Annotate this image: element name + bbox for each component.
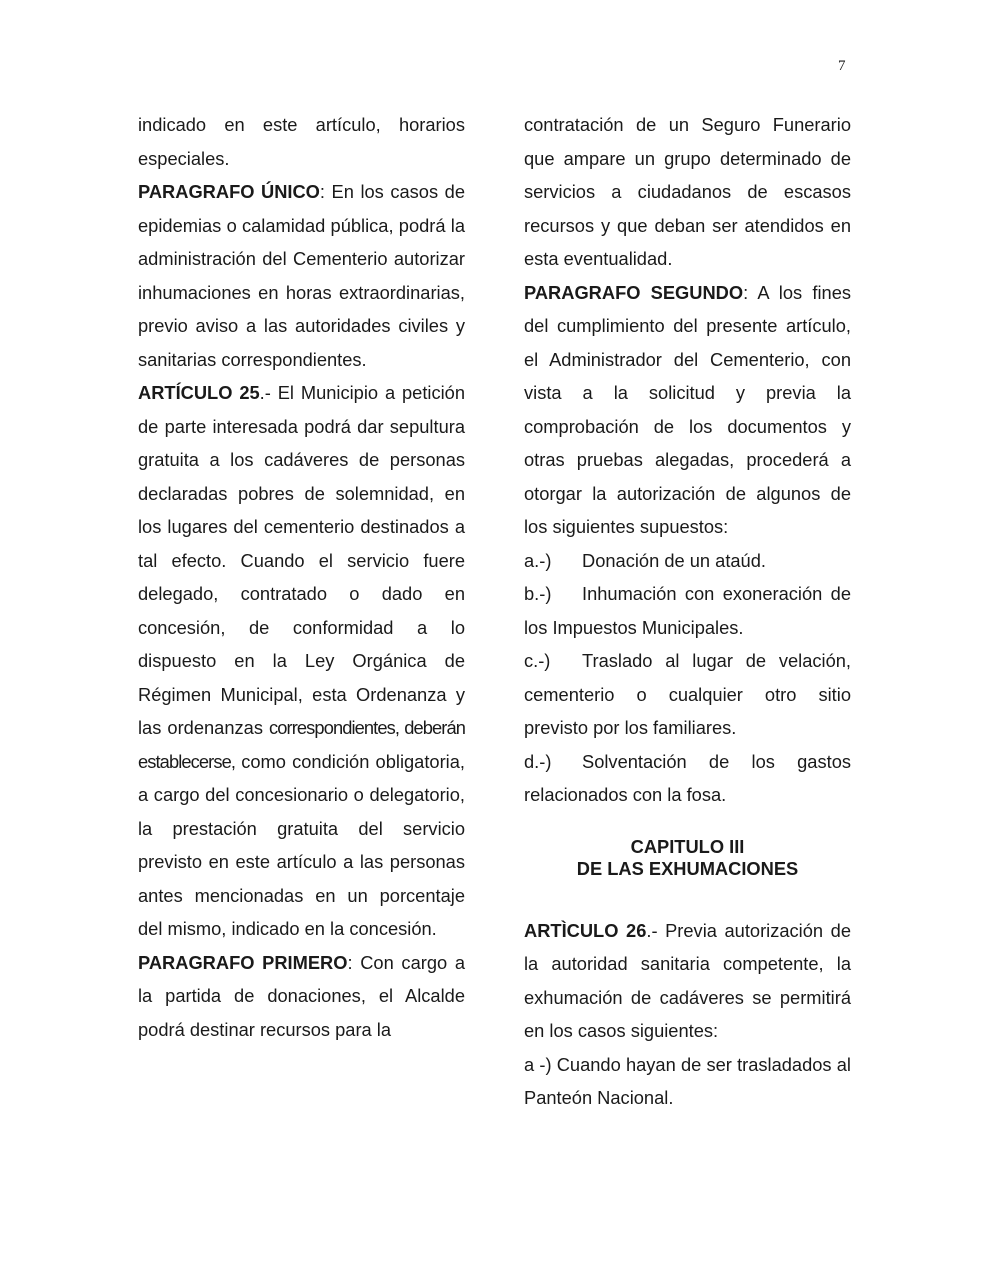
list-marker: b.-): [524, 583, 552, 604]
chapter-title: DE LAS EXHUMACIONES: [576, 857, 799, 879]
list-marker: c.-): [524, 650, 551, 671]
paragraph-text: contratación de un Seguro Funerario que ampare un grupo determinado de servicios a ciudadanos de escasos recursos y que deban ser atendidos en esta eventualidad.: [524, 114, 851, 269]
paragraph: [138, 108, 465, 175]
list-item-text: Solventación de los gastos relacionados con la fosa.: [524, 750, 851, 805]
paragraph-text: como condición obligatoria, a cargo del concesionario o delegatorio, la prestación gratuita del servicio previsto en este artículo a las personas antes mencionadas en un porcentaje del mismo, indicado en la concesión.: [138, 750, 465, 939]
chapter-number: CAPITULO III: [630, 835, 745, 857]
section-label: ARTÍCULO 25: [138, 382, 260, 403]
chapter-heading: [524, 836, 851, 880]
section-label: PARAGRAFO PRIMERO: [138, 951, 348, 973]
list-item: [524, 544, 851, 578]
paragrafo-segundo: [524, 276, 851, 544]
paragraph-text: .- Previa autorización de la autoridad sanitaria competente, la exhumación de cadáveres se permitirá en los casos siguientes:: [524, 919, 851, 1041]
paragraph-text: : Con cargo a la partida de donaciones, el Alcalde podrá destinar recursos para la: [138, 951, 465, 1040]
articulo-26: [524, 914, 851, 1048]
list-item-text: Donación de un ataúd.: [582, 549, 766, 571]
right-column: [524, 108, 851, 1115]
paragraph-text: indicado en este artículo, horarios especiales.: [138, 114, 465, 169]
page-number: 7: [838, 58, 846, 74]
paragraph-text: a -) Cuando hayan de ser trasladados al Panteón Nacional.: [524, 1053, 851, 1108]
paragraph-text: .- El Municipio a petición de parte interesada podrá dar sepultura gratuita a los cadáveres de personas declaradas pobres de solemnidad, en los lugares del cementerio destinados a tal efecto. Cuando el servicio fuere delegado, contratado o dado en concesión, de conformidad a lo dispuesto en la Ley Orgánica de Régimen Municipal, esta Ordenanza y las ordenanzas: [138, 382, 465, 738]
paragrafo-unico: [138, 175, 465, 376]
list-item: [524, 745, 851, 812]
paragraph-text: : A los fines del cumplimiento del presente artículo, el Administrador del Cementerio, con vista a la solicitud y previa la comprobación de los documentos y otras pruebas alegadas, procederá a otorgar la autorización de algunos de los siguientes supuestos:: [524, 281, 851, 537]
left-column: [138, 108, 465, 1046]
section-label: PARAGRAFO SEGUNDO: [524, 281, 744, 303]
section-label: ARTÌCULO 26: [524, 919, 647, 941]
paragraph: [524, 1048, 851, 1115]
paragraph-text: correspondientes, deberán establecerse,: [138, 717, 465, 772]
articulo-25: [138, 376, 465, 946]
paragraph-text: : En los casos de epidemias o calamidad pública, podrá la administración del Cementerio autorizar inhumaciones en horas extraordinarias, previo aviso a las autoridades civiles y sanitarias correspondientes.: [138, 181, 465, 370]
list-item: [524, 577, 851, 644]
list-item-text: Traslado al lugar de velación, cementerio o cualquier otro sitio previsto por los familiares.: [524, 650, 851, 738]
paragraph: [524, 108, 851, 276]
paragrafo-primero: [138, 946, 465, 1047]
list-item-text: Inhumación con exoneración de los Impuestos Municipales.: [524, 583, 851, 638]
list-marker: d.-): [524, 750, 552, 772]
section-label: PARAGRAFO ÚNICO: [138, 181, 320, 202]
list-marker: a.-): [524, 549, 552, 571]
list-item: [524, 644, 851, 745]
